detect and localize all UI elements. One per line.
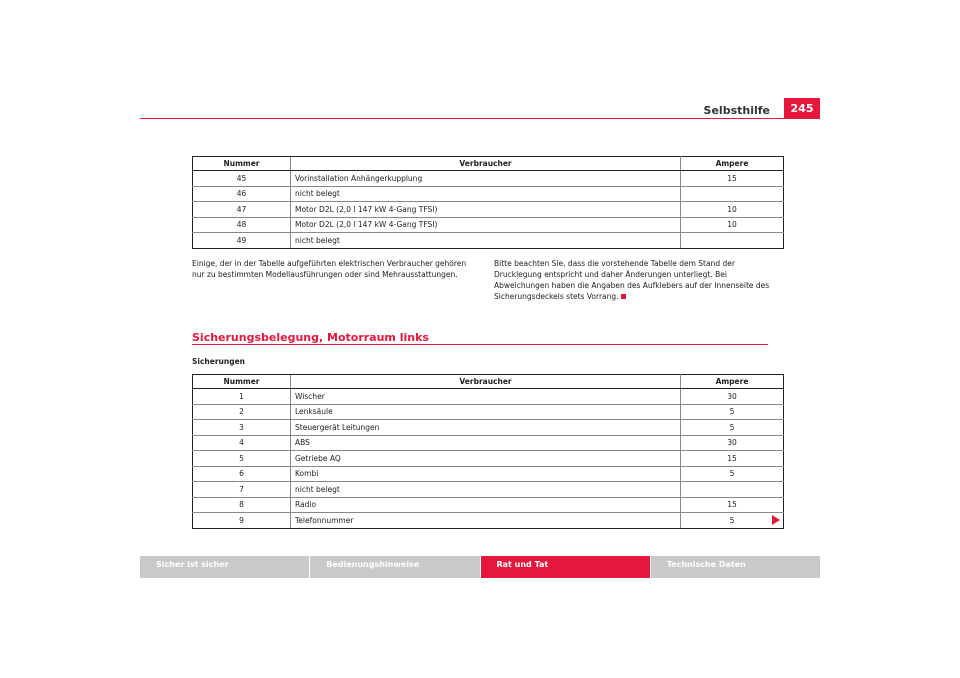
table-row xyxy=(193,482,784,498)
page-number-badge: 245 xyxy=(784,98,820,118)
section-divider xyxy=(192,344,768,345)
table-row xyxy=(193,171,784,187)
fuse-consumer: Motor D2L (2,0 l 147 kW 4-Gang TFSI) xyxy=(291,217,681,233)
page-header-title: Selbsthilfe xyxy=(703,104,770,117)
section-title: Sicherungsbelegung, Motorraum links xyxy=(192,331,429,344)
note-paragraph-right-text: Bitte beachten Sie, dass die vorstehende Tabelle dem Stand der Drucklegung entspricht und daher Änderungen unterliegt. Bei Abweichungen haben die Angaben des Aufklebers auf der Innenseite des Sicherungsdeckels stets Vorrang. xyxy=(494,259,770,301)
table-row xyxy=(193,497,784,513)
fuse-ampere: 5 xyxy=(681,466,784,482)
fuse-consumer: Getriebe AQ xyxy=(291,451,681,467)
table-row xyxy=(193,513,784,529)
fuse-number: 48 xyxy=(193,217,291,233)
fuse-consumer: nicht belegt xyxy=(291,186,681,202)
fuse-ampere: 10 xyxy=(681,202,784,218)
fuse-ampere: 15 xyxy=(681,171,784,187)
fuse-number: 47 xyxy=(193,202,291,218)
fuse-ampere xyxy=(681,186,784,202)
fuse-ampere: 5 xyxy=(681,404,784,420)
fuse-ampere xyxy=(681,482,784,498)
fuse-consumer: ABS xyxy=(291,435,681,451)
fuse-number: 46 xyxy=(193,186,291,202)
fuse-consumer: Kombi xyxy=(291,466,681,482)
table-row xyxy=(193,404,784,420)
column-header-verbraucher: Verbraucher xyxy=(291,375,681,389)
table-row xyxy=(193,217,784,233)
fuse-number: 6 xyxy=(193,466,291,482)
fuse-number: 7 xyxy=(193,482,291,498)
table-row xyxy=(193,466,784,482)
fuse-consumer: Telefonnummer xyxy=(291,513,681,529)
fuse-table-engine-left xyxy=(192,374,784,529)
fuse-ampere: 5 xyxy=(681,513,784,529)
fuse-consumer: Wischer xyxy=(291,389,681,405)
fuse-consumer: Vorinstallation Anhängerkupplung xyxy=(291,171,681,187)
footer-navigation xyxy=(140,556,820,578)
fuse-consumer: Radio xyxy=(291,497,681,513)
table-row xyxy=(193,435,784,451)
fuse-ampere: 15 xyxy=(681,451,784,467)
fuse-number: 3 xyxy=(193,420,291,436)
fuse-number: 8 xyxy=(193,497,291,513)
table-row xyxy=(193,186,784,202)
header-divider xyxy=(140,118,820,119)
table-row xyxy=(193,389,784,405)
fuse-number: 4 xyxy=(193,435,291,451)
fuse-number: 49 xyxy=(193,233,291,249)
fuse-number: 1 xyxy=(193,389,291,405)
fuse-ampere: 5 xyxy=(681,420,784,436)
table-row xyxy=(193,451,784,467)
fuse-ampere: 30 xyxy=(681,389,784,405)
footer-tab-bedienungshinweise[interactable]: Bedienungshinweise xyxy=(310,556,479,578)
fuse-number: 45 xyxy=(193,171,291,187)
footer-tab-sicher-ist-sicher[interactable]: Sicher ist sicher xyxy=(140,556,309,578)
fuse-ampere: 30 xyxy=(681,435,784,451)
column-header-ampere: Ampere xyxy=(681,375,784,389)
fuse-number: 5 xyxy=(193,451,291,467)
fuse-consumer: nicht belegt xyxy=(291,233,681,249)
column-header-ampere: Ampere xyxy=(681,157,784,171)
fuse-consumer: Motor D2L (2,0 l 147 kW 4-Gang TFSI) xyxy=(291,202,681,218)
fuse-number: 9 xyxy=(193,513,291,529)
column-header-verbraucher: Verbraucher xyxy=(291,157,681,171)
fuse-consumer: Lenksäule xyxy=(291,404,681,420)
note-paragraph-right xyxy=(494,258,770,302)
fuse-consumer: Steuergerät Leitungen xyxy=(291,420,681,436)
section-end-marker xyxy=(621,294,626,299)
footer-tab-technische-daten[interactable]: Technische Daten xyxy=(651,556,820,578)
fuse-ampere xyxy=(681,233,784,249)
table-row xyxy=(193,202,784,218)
fuse-table-continued xyxy=(192,156,784,249)
note-paragraph-left: Einige, der in der Tabelle aufgeführten elektrischen Verbraucher gehören nur zu bestimmten Modellausführungen oder sind Mehrausstattungen. xyxy=(192,259,467,279)
fuse-number: 2 xyxy=(193,404,291,420)
fuse-consumer: nicht belegt xyxy=(291,482,681,498)
continue-arrow-icon xyxy=(772,515,780,525)
column-header-nummer: Nummer xyxy=(193,157,291,171)
fuse-ampere: 10 xyxy=(681,217,784,233)
table-row xyxy=(193,420,784,436)
column-header-nummer: Nummer xyxy=(193,375,291,389)
subheading-sicherungen: Sicherungen xyxy=(192,357,246,366)
footer-tab-rat-und-tat[interactable]: Rat und Tat xyxy=(481,556,650,578)
fuse-ampere: 15 xyxy=(681,497,784,513)
table-row xyxy=(193,233,784,249)
